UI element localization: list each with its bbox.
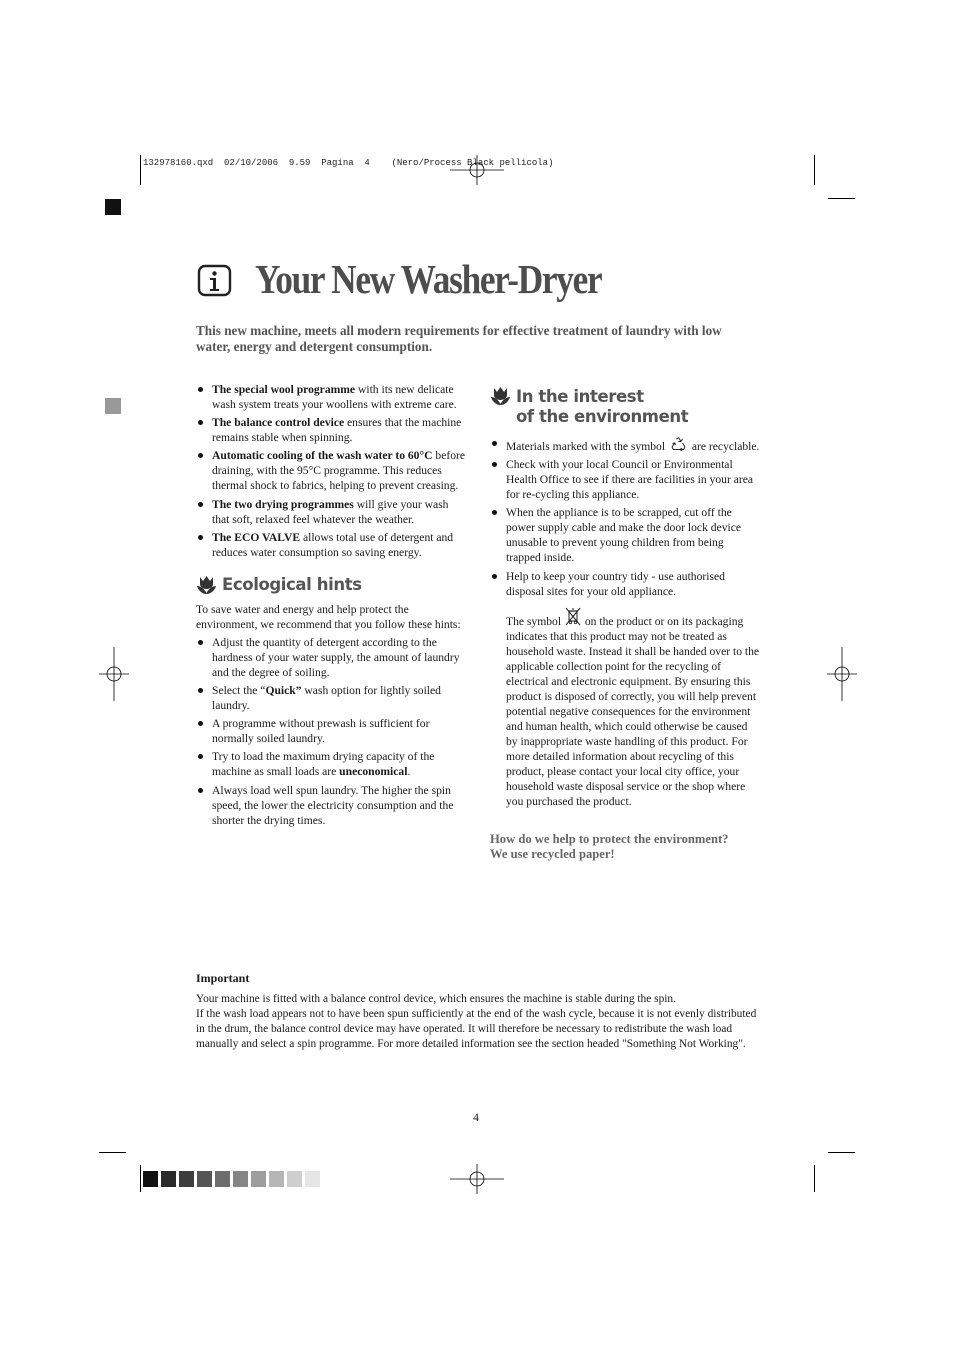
grey-square-mark <box>105 398 121 414</box>
list-item: A programme without prewash is sufficient for normally soiled laundry. <box>196 716 466 746</box>
black-square-mark <box>105 199 121 215</box>
crop-mark <box>99 1152 126 1153</box>
crop-mark <box>140 1165 141 1192</box>
crossed-bin-icon <box>564 607 582 627</box>
color-swatch <box>179 1171 194 1187</box>
crop-mark <box>828 1152 855 1153</box>
weee-paragraph: The symbol on the product or on its packaging indicates that this product may not be treated as household waste. Instead it shall be handed over to the applicable collection point for the recycling of electrical and electronic equipment. By ensuring this product is disposed of correctly, you will help prevent potential negative consequences for the environment and human health, which could otherwise be caused by inappropriate waste handling of this product. For more detailed information about recycling of this product, please contact your local city office, your household waste disposal service or the shop where you purchased the product. <box>490 607 760 809</box>
page-title: Your New Washer-Dryer <box>255 256 602 302</box>
flower-icon <box>490 386 511 406</box>
crop-mark <box>140 155 141 185</box>
left-column <box>196 382 466 831</box>
registration-mark <box>450 155 504 185</box>
page-number: 4 <box>473 1110 479 1124</box>
list-item: The two drying programmes will give your wash that soft, relaxed feel whatever the weather. <box>196 497 466 527</box>
environment-list <box>490 436 760 599</box>
flower-icon <box>196 575 217 595</box>
intro-text: This new machine, meets all modern requirements for effective treatment of laundry with low water, energy and detergent consumption. <box>196 323 722 354</box>
recycled-paper-note: How do we help to protect the environment? We use recycled paper! <box>490 832 729 861</box>
list-item: Select the “Quick” wash option for lightly soiled laundry. <box>196 683 466 713</box>
registration-mark <box>827 647 857 701</box>
list-item: Automatic cooling of the wash water to 60°C before draining, with the 95°C programme. This reduces thermal shock to fabrics, helping to prevent creasing. <box>196 448 466 493</box>
info-icon <box>197 264 233 298</box>
ecological-hints-list <box>196 635 466 828</box>
important-heading: Important <box>196 971 250 985</box>
color-swatch <box>287 1171 302 1187</box>
registration-mark <box>450 1164 504 1194</box>
color-swatch <box>197 1171 212 1187</box>
list-item: Always load well spun laundry. The higher the spin speed, the lower the electricity consumption and the shorter the drying times. <box>196 783 466 828</box>
list-item: The ECO VALVE allows total use of detergent and reduces water consumption so saving energy. <box>196 530 466 560</box>
color-swatch <box>215 1171 230 1187</box>
list-item: Help to keep your country tidy - use authorised disposal sites for your old appliance. <box>490 569 760 599</box>
crop-mark <box>828 198 855 199</box>
color-swatch <box>233 1171 248 1187</box>
crop-mark <box>814 1165 815 1192</box>
list-item: The balance control device ensures that the machine remains stable when spinning. <box>196 415 466 445</box>
list-item: Check with your local Council or Environmental Health Office to see if there are facilities in your area for re-cycling this appliance. <box>490 457 760 502</box>
color-swatch <box>305 1171 320 1187</box>
color-swatch <box>251 1171 266 1187</box>
right-column <box>490 436 760 809</box>
recycle-icon <box>670 436 687 451</box>
list-item: When the appliance is to be scrapped, cut off the power supply cable and make the door lock device unusable to prevent young children from being trapped inside. <box>490 505 760 565</box>
list-item: Try to load the maximum drying capacity of the machine as small loads are uneconomical. <box>196 749 466 779</box>
print-slug: 132978160.qxd 02/10/2006 9.59 Pagina 4 (Nero/Process Black pellicola) <box>143 158 554 168</box>
list-item: The special wool programme with its new delicate wash system treats your woollens with extreme care. <box>196 382 466 412</box>
color-swatch <box>161 1171 176 1187</box>
ecological-hints-intro: To save water and energy and help protect the environment, we recommend that you follow these hints: <box>196 602 461 631</box>
list-item: Materials marked with the symbol are recyclable. <box>490 436 760 454</box>
crop-mark <box>814 155 815 185</box>
ecological-hints-heading: Ecological hints <box>196 575 466 595</box>
list-item: Adjust the quantity of detergent according to the hardness of your water supply, the amount of laundry and the degree of soiling. <box>196 635 466 680</box>
color-swatch <box>269 1171 284 1187</box>
color-swatch <box>143 1171 158 1187</box>
registration-mark <box>99 647 129 701</box>
important-text: Your machine is fitted with a balance control device, which ensures the machine is stable during the spin. If the wash load appears not to have been spun sufficiently at the end of the wash cycle, because it is not evenly distributed in the drum, the balance control device may have operated. It will therefore be necessary to redistribute the wash load manually and select a spin programme. For more detailed information see the section headed "Something Not Working". <box>196 993 757 1050</box>
features-list <box>196 382 466 560</box>
